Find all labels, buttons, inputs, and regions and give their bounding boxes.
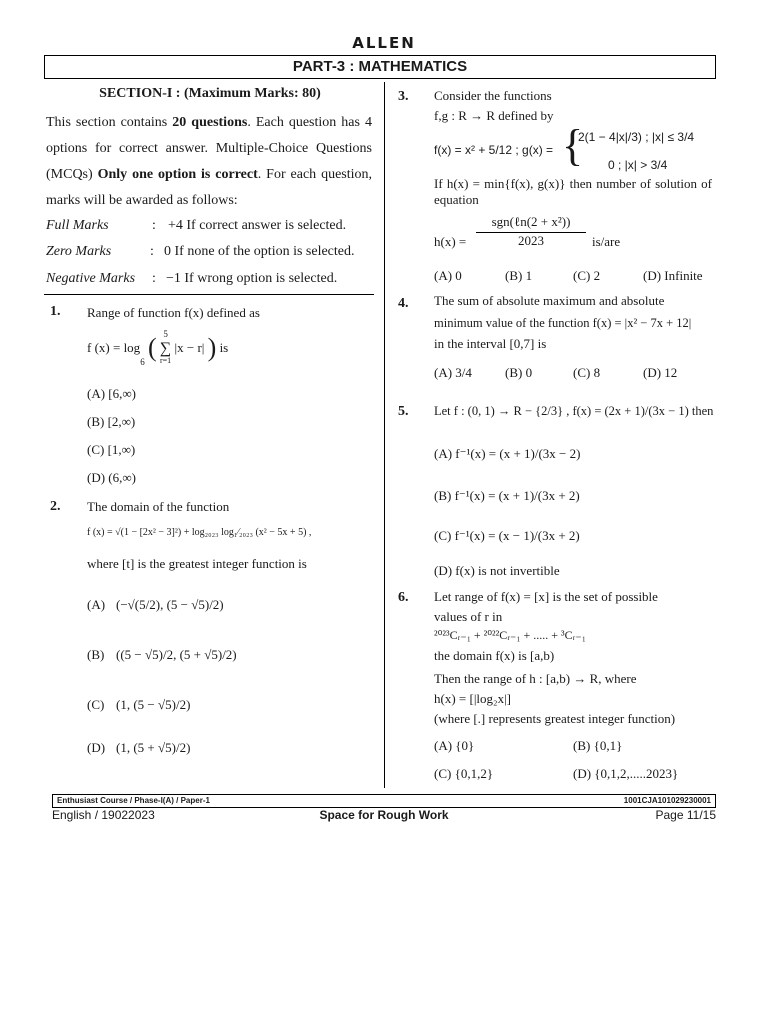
q4-line3: in the interval [0,7] is	[434, 336, 547, 351]
q5-option-a[interactable]: (A) f⁻¹(x) = (x + 1)/(3x − 2)	[434, 446, 581, 461]
q6-option-c[interactable]: (C) {0,1,2}	[434, 766, 494, 781]
q3-case2: 0 ; |x| > 3/4	[608, 158, 668, 172]
q6-line7: (where [.] represents greatest integer function)	[434, 711, 676, 726]
q3-brace: {	[562, 121, 584, 170]
section-rule	[44, 294, 374, 295]
q3-line2: f,g : R → R defined by	[434, 108, 554, 123]
footer-bar	[52, 794, 716, 808]
paper-code: 1001CJA101029230001	[623, 796, 711, 805]
q6-option-b[interactable]: (B) {0,1}	[573, 738, 623, 753]
q1-option-c[interactable]: (C) [1,∞)	[87, 442, 136, 457]
q4-line2: minimum value of the function f(x) = |x² − 7x + 12|	[434, 316, 692, 330]
q1-number: 1.	[50, 304, 61, 319]
course-label: Enthusiast Course / Phase-I(A) / Paper-1	[57, 796, 210, 805]
q1-option-d[interactable]: (D) (6,∞)	[87, 470, 136, 485]
section-intro: This section contains 20 questions. Each question has 4 options for correct answer. Multiple-Choice Questions (MCQs) Only one option is correct. For each question, marks will be awarded as follows:	[46, 115, 373, 208]
q5-option-b[interactable]: (B) f⁻¹(x) = (x + 1)/(3x + 2)	[434, 488, 580, 503]
q2-option-c[interactable]: (1, (5 − √5)/2)	[116, 697, 191, 712]
allen-logo: ALLEN	[352, 34, 416, 52]
page-number: Page 11/15	[655, 808, 716, 822]
q6-line4: the domain f(x) is [a,b)	[434, 648, 555, 663]
q6-number: 6.	[398, 590, 409, 605]
q6-option-a[interactable]: (A) {0}	[434, 738, 475, 753]
rough-work-label: Space for Rough Work	[319, 808, 449, 822]
q3-option-d[interactable]: (D) Infinite	[643, 268, 703, 283]
q1-option-a[interactable]: (A) [6,∞)	[87, 386, 136, 401]
q1-expression: f $(x) = \log_6$ ( 5 ∑ r=1 |x − r| ) is	[87, 329, 229, 368]
q3-option-a[interactable]: (A) 0	[434, 268, 462, 283]
q4-option-d[interactable]: (D) 12	[643, 365, 678, 380]
q6-line2: values of r in	[434, 609, 503, 624]
q2-note: where [t] is the greatest integer function is	[87, 556, 307, 571]
q4-number: 4.	[398, 296, 409, 311]
q1-stem: Range of function f(x) defined as	[87, 305, 260, 320]
q6-line3: ²⁰²³Cᵣ₋₁ + ²⁰²²Cᵣ₋₁ + ..... + ³Cᵣ₋₁	[434, 628, 586, 642]
q2-option-d[interactable]: (1, (5 + √5)/2)	[116, 740, 191, 755]
q2-number: 2.	[50, 499, 61, 514]
q4-option-c[interactable]: (C) 8	[573, 365, 601, 380]
q5-number: 5.	[398, 404, 409, 419]
language-date: English / 19022023	[52, 808, 155, 822]
q2-option-b[interactable]: ((5 − √5)/2, (5 + √5)/2)	[116, 647, 237, 662]
q6-line1: Let range of f(x) = [x] is the set of possible	[434, 589, 658, 604]
q6-option-d[interactable]: (D) {0,1,2,.....2023}	[573, 766, 679, 781]
q4-line1: The sum of absolute maximum and absolute	[434, 293, 665, 308]
q2-option-a[interactable]: (−√(5/2), (5 − √5)/2)	[116, 597, 224, 612]
q3-hx-prefix: h(x) =	[434, 234, 467, 249]
q3-hx-suffix: is/are	[592, 234, 621, 249]
q4-option-b[interactable]: (B) 0	[505, 365, 533, 380]
q3-option-c[interactable]: (C) 2	[573, 268, 601, 283]
q5-option-c[interactable]: (C) f⁻¹(x) = (x − 1)/(3x + 2)	[434, 528, 580, 543]
q3-hx-fraction: sgn(ℓn(2 + x²)) 2023	[476, 214, 586, 249]
q5-option-d[interactable]: (D) f(x) is not invertible	[434, 563, 560, 578]
q2-option-b-label[interactable]: (B)	[87, 647, 105, 662]
q6-line5: Then the range of h : [a,b) → R, where	[434, 671, 637, 686]
q6-line6: h(x) = [|log₂x|]	[434, 691, 511, 706]
q2-expression: f (x) = √(1 − [2x² − 3]²) + log₂₀₂₃ log₁⁄₂₀₂₃ (x² − 5x + 5) ,	[87, 527, 312, 538]
q3-case1: 2(1 − 4|x|/3) ; |x| ≤ 3/4	[578, 130, 695, 144]
q2-option-a-label[interactable]: (A)	[87, 597, 106, 612]
q2-stem: The domain of the function	[87, 499, 230, 514]
column-divider	[384, 82, 385, 788]
q4-option-a[interactable]: (A) 3/4	[434, 365, 472, 380]
section-title: SECTION-I : (Maximum Marks: 80)	[99, 86, 321, 101]
q2-option-d-label[interactable]: (D)	[87, 740, 106, 755]
q3-number: 3.	[398, 89, 409, 104]
q5-stem: Let f : (0, 1) → R − {2/3} , f(x) = (2x + 1)/(3x − 1) then	[434, 404, 714, 418]
q3-fx: f(x) = x² + 5/12 ; g(x) =	[434, 143, 554, 157]
q3-line3: If h(x) = min{f(x), g(x)} then number of solution of equation	[434, 176, 712, 207]
q3-line1: Consider the functions	[434, 88, 552, 103]
q3-option-b[interactable]: (B) 1	[505, 268, 533, 283]
q2-option-c-label[interactable]: (C)	[87, 697, 105, 712]
q1-option-b[interactable]: (B) [2,∞)	[87, 414, 136, 429]
part-title: PART-3 : MATHEMATICS	[44, 55, 716, 79]
